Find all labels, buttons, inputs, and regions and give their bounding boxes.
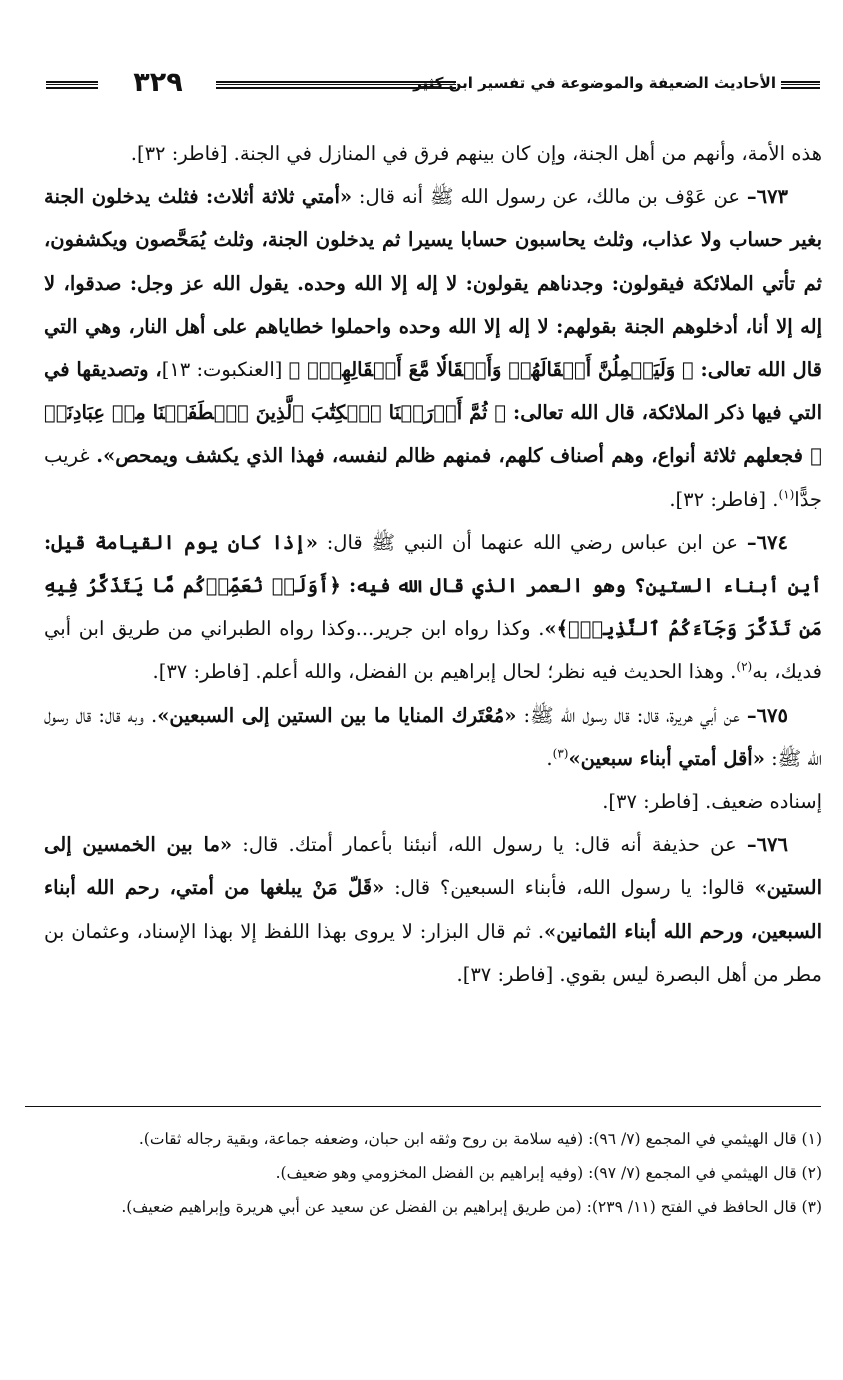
footnote-marker[interactable]: (١)	[778, 487, 795, 502]
hadith-text: «إذا كان يوم القيامة قيل: أين أبناء الستين؟ وهو العمر الذي قال الله فيه:	[44, 530, 822, 598]
page-number: ٣٢٩	[133, 67, 183, 98]
hadith-text-end: فجعلهم ثلاثة أنواع، وهم أصناف كلهم، فمنهم ظالم لنفسه، فهذا الذي يكشف ويمحص».	[96, 444, 811, 468]
hadith-text: «مُعْتَرك المنايا ما بين الستين إلى السبعين»	[157, 703, 517, 727]
hadith-text: «أمتي ثلاثة أثلاث: فثلث يدخلون الجنة بغير حساب ولا عذاب، وثلث يحاسبون حسابا يسيرا ثم يدخلون الجنة، وثلث يُمَحَّصون ويكشفون، ثم تأتي الملائكة فيقولون: وجدناهم يقولون: لا إله إلا الله وحده. يقول الله عز وجل: صدقوا، لا إله إلا أنا، أدخلوهم الجنة بقولهم: لا إله إلا الله وحده واحملوا خطاياهم على أهل النار، وهي التي قال الله تعالى:	[44, 185, 822, 382]
hadith-number: ٦٧٤–	[746, 530, 788, 554]
running-title: الأحاديث الضعيفة والموضوعة في تفسير ابن كثير	[413, 74, 776, 92]
quran-verse: ﴿ ثُمَّ أَوۡرَثۡنَا ٱلۡكِتَٰبَ ٱلَّذِينَ ٱصۡطَفَيۡنَا مِنۡ عِبَادِنَاۖ ﴾	[44, 401, 822, 468]
footnote-3: (٣) قال الحافظ في الفتح (١١/ ٢٣٩): (من طريق إبراهيم بن الفضل عن سعيد عن أبي هريرة وإبراهيم ضعيف).	[121, 1198, 822, 1216]
verse-citation: [العنكبوت: ١٣]	[161, 358, 289, 382]
running-header	[46, 66, 820, 100]
commentary: . وهذا الحديث فيه نظر؛ لحال إبراهيم بن الفضل، والله أعلم. [فاطر: ٣٧].	[152, 660, 737, 684]
hadith-close-quote: »	[544, 617, 557, 641]
narration-chain: . وكذا رواه ابن جرير...وكذا رواه الطبراني من طريق ابن أبي فديك، به	[44, 617, 822, 684]
hadith-674	[44, 521, 822, 694]
hadith-675	[44, 694, 822, 780]
hadith-text-second: «أقل أمتي أبناء سبعين»	[568, 746, 765, 770]
paragraph-continuation: هذه الأمة، وأنهم من أهل الجنة، وإن كان بينهم فرق في المنازل في الجنة. [فاطر: ٣٢].	[130, 142, 822, 165]
footnote-marker[interactable]: (٢)	[736, 659, 753, 674]
footnote-2: (٢) قال الهيثمي في المجمع (٧/ ٩٧): (وفيه إبراهيم بن الفضل المخزومي وهو ضعيف).	[275, 1164, 822, 1182]
hadith-676	[44, 823, 822, 996]
hadith-text-continued: ، وتصديقها في التي فيها ذكر الملائكة، قال الله تعالى:	[44, 358, 822, 425]
hadith-text: «ما بين الخمسين إلى الستين»	[44, 833, 823, 900]
footnote-divider	[25, 1106, 821, 1107]
grading-line: إسناده ضعيف. [فاطر: ٣٧].	[602, 790, 822, 814]
hadith-dialogue: قالوا: يا رسول الله، فأبناء السبعين؟ قال:	[384, 876, 755, 900]
hadith-text-second: «قَلّ مَنْ يبلغها من أمتي، رحم الله أبناء السبعين، ورحم الله أبناء الثمانين»	[44, 876, 823, 943]
footnote-1: (١) قال الهيثمي في المجمع (٧/ ٩٦): (فيه سلامة بن روح وثقه ابن حبان، وضعفه جماعة، وبقية رجاله ثقات).	[138, 1130, 822, 1148]
quran-verse: ﴿أَوَلَمۡ نُعَمِّرۡكُم مَّا يَتَذَكَّرُ فِيهِ مَن تَذَكَّرَ وَجَآءَكُمُ ٱلنَّذِيرُۖ﴾	[44, 574, 822, 641]
hadith-link: . وبه قال: قال رسول الله ﷺ:	[44, 703, 822, 770]
header-rule-left	[46, 81, 98, 89]
main-text	[44, 132, 822, 996]
grading: غريب جدًّا	[44, 444, 822, 511]
footnotes	[40, 1124, 822, 1226]
sentence-end: .	[546, 746, 553, 770]
header-rule-right	[781, 81, 820, 89]
commentary: . ثم قال البزار: لا يروى بهذا اللفظ إلا بهذا الإسناد، وعثمان بن مطر من أهل البصرة ليس بقوي. [فاطر: ٣٧].	[44, 919, 822, 986]
footnote-marker[interactable]: (٣)	[552, 746, 569, 761]
hadith-673	[44, 175, 822, 521]
quran-verse: ﴿ وَلَيَحۡمِلُنَّ أَثۡقَالَهُمۡ وَأَثۡقَالٗا مَّعَ أَثۡقَالِهِمۡۖ ﴾	[288, 358, 694, 382]
hadith-intro: عن أبي هريرة، قال: قال رسول الله ﷺ:	[516, 703, 747, 727]
hadith-intro: عن ابن عباس رضي الله عنهما أن النبي ﷺ قال:	[317, 530, 747, 554]
hadith-number: ٦٧٥–	[746, 703, 788, 727]
hadith-number: ٦٧٣–	[746, 185, 789, 209]
hadith-intro: عن حذيفة أنه قال: يا رسول الله، أنبئنا بأعمار أمتك. قال:	[232, 833, 747, 857]
surah-citation: . [فاطر: ٣٢].	[669, 487, 779, 511]
hadith-number: ٦٧٦–	[746, 833, 788, 857]
hadith-intro: عن عَوْف بن مالك، عن رسول الله ﷺ أنه قال:	[352, 185, 747, 209]
